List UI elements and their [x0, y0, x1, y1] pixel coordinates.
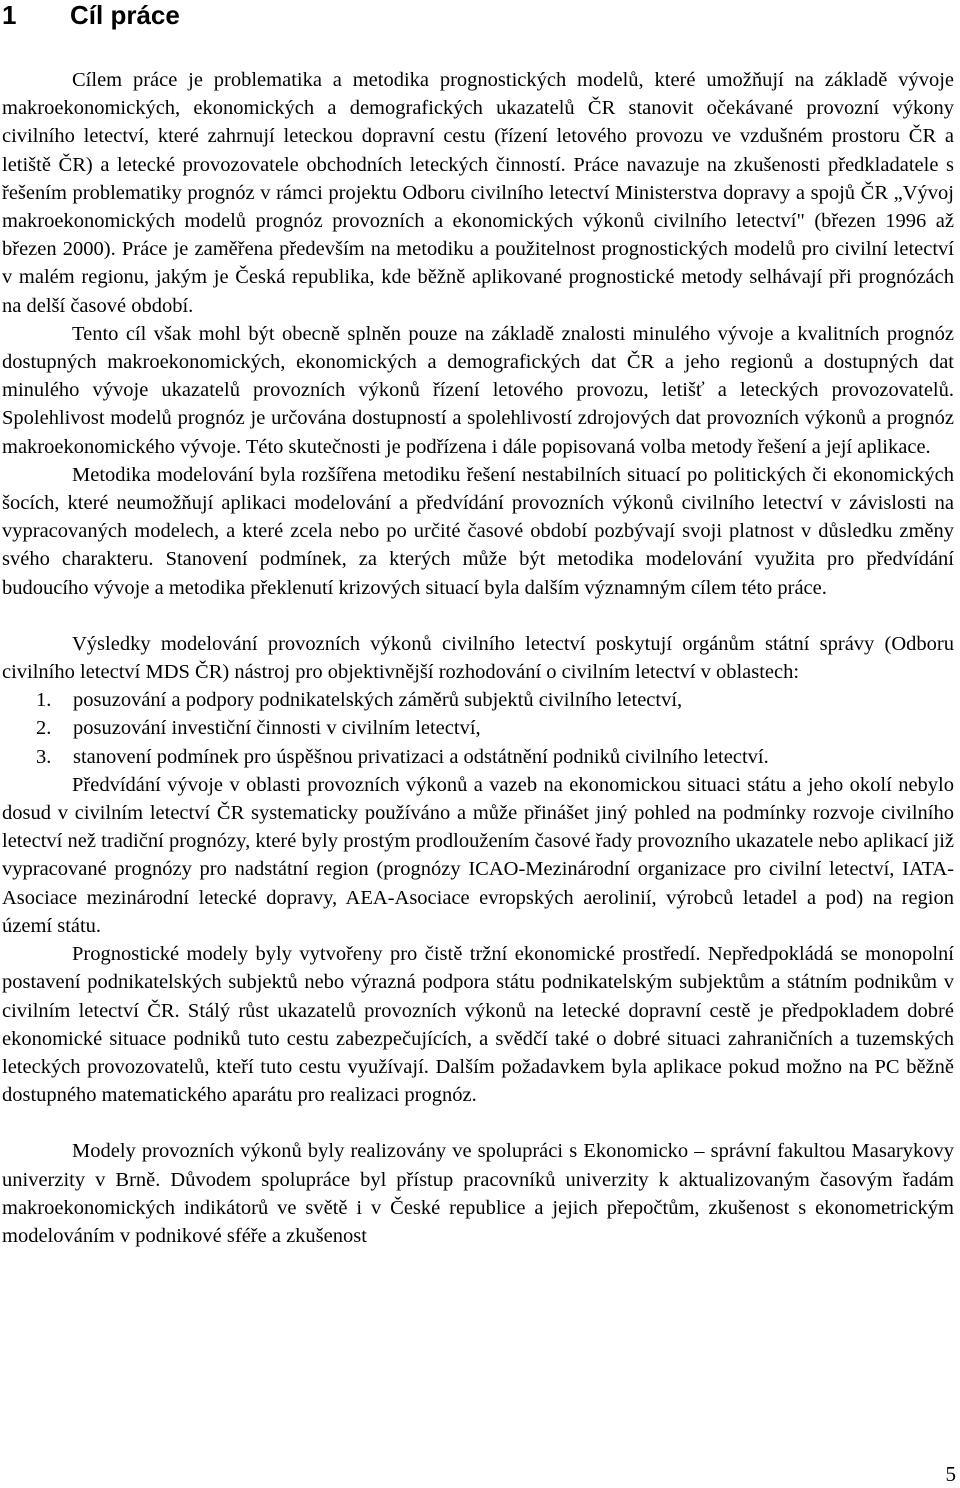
list-item-text: posuzování investiční činnosti v civilním letectví, [73, 717, 481, 740]
paragraph-gap [2, 1109, 954, 1137]
paragraph-7: Modely provozních výkonů byly realizovány ve spolupráci s Ekonomicko – správní fakultou Masarykovy univerzity v Brně. Důvodem spolupráce byl přístup pracovníků univerzity k aktualizovaným časovým řadám makroekonomických indikátorů ve světě i v České republice a jejich přepočtům, zkušenost s ekonometrickým modelováním v podnikové sféře a zkušenost [2, 1140, 954, 1247]
paragraph-5: Předvídání vývoje v oblasti provozních výkonů a vazeb na ekonomickou situaci státu a jeho okolí nebylo dosud v civilním letectví ČR systematicky používáno a může přinášet jiný pohled na podmínky rozvoje civilního letectví než tradiční prognózy, které byly prostým prodloužením časové řady provozního ukazatele nebo aplikací již vypracované prognózy pro nadstátní region (prognózy ICAO-Mezinárodní organizace pro civilní letectví, IATA- Asociace mezinárodní letecké dopravy, AEA-Asociace evropských aerolinií, výrobců letadel a pod) na region území státu. [2, 773, 954, 937]
chapter-title: Cíl práce [70, 0, 180, 30]
list-item-number: 2. [36, 717, 52, 740]
list-item [2, 743, 954, 771]
paragraph-6: Prognostické modely byly vytvořeny pro čistě tržní ekonomické prostředí. Nepředpokládá se monopolní postavení podnikatelských subjektů nebo výrazná podpora státu podnikatelským subjektům a státním podnikům v civilním letectví ČR. Stálý růst ukazatelů provozních výkonů na letecké dopravní cestě je předpokladem dobré ekonomické situace podniků tuto cestu zabezpečujících, a svědčí také o dobré situaci zahraničních a tuzemských leteckých provozovatelů, kteří tuto cestu využívají. Dalším požadavkem byla aplikace pokud možno na PC běžně dostupného matematického aparátu pro realizaci prognóz. [2, 943, 954, 1107]
list-item-number: 1. [36, 689, 52, 712]
list-item-number: 3. [36, 745, 52, 768]
chapter-number: 1 [2, 0, 17, 30]
chapter-body [2, 66, 954, 1250]
page-number: 5 [945, 1462, 956, 1486]
list-item [2, 686, 954, 714]
list-item-text: stanovení podmínek pro úspěšnou privatizaci a odstátnění podniků civilního letectví. [73, 745, 769, 768]
paragraph-1: Cílem práce je problematika a metodika prognostických modelů, které umožňují na základě vývoje makroekonomických, ekonomických a demografických ukazatelů ČR stanovit očekávané provozní výkony civilního letectví, které zahrnují leteckou dopravní cestu (řízení letového provozu ve vzdušném prostoru ČR a letiště ČR) a letecké provozovatele obchodních leteckých činností. Práce navazuje na zkušenosti předkladatele s řešením problematiky prognóz v rámci projektu Odboru civilního letectví Ministerstva dopravy a spojů ČR „Vývoj makroekonomických modelů prognóz provozních a ekonomických výkonů civilního letectví" (březen 1996 až březen 2000). Práce je zaměřena především na metodiku a použitelnost prognostických modelů pro civilní letectví v malém regionu, jakým je Česká republika, kde běžně aplikované prognostické metody selhávají při prognózách na delší časové období. [2, 69, 954, 317]
numbered-list [2, 686, 954, 771]
paragraph-gap [2, 602, 954, 630]
paragraph-3: Metodika modelování byla rozšířena metodiku řešení nestabilních situací po politických či ekonomických šocích, které neumožňují aplikaci modelování a předvídání provozních výkonů civilního letectví v závislosti na vypracovaných modelech, a které zcela nebo po určité časové období pozbývají svoji platnost v důsledku změny svého charakteru. Stanovení podmínek, za kterých může být metodika modelování využita pro předvídání budoucího vývoje a metodika překlenutí krizových situací byla dalším významným cílem této práce. [2, 463, 954, 599]
paragraph-4: Výsledky modelování provozních výkonů civilního letectví poskytují orgánům státní správy (Odboru civilního letectví MDS ČR) nástroj pro objektivnější rozhodování o civilním letectví v oblastech: [2, 632, 954, 684]
list-item [2, 714, 954, 742]
chapter-heading [2, 0, 954, 30]
list-item-text: posuzování a podpory podnikatelských záměrů subjektů civilního letectví, [73, 689, 683, 712]
paragraph-2: Tento cíl však mohl být obecně splněn pouze na základě znalosti minulého vývoje a kvalitních prognóz dostupných makroekonomických, ekonomických a demografických dat ČR a jeho regionů a dostupných dat minulého vývoje ukazatelů provozních výkonů řízení letového provozu, letišť a leteckých provozovatelů. Spolehlivost modelů prognóz je určována dostupností a spolehlivostí zdrojových dat provozních výkonů a prognóz makroekonomického vývoje. Této skutečnosti je podřízena i dále popisovaná volba metody řešení a její aplikace. [2, 322, 954, 458]
